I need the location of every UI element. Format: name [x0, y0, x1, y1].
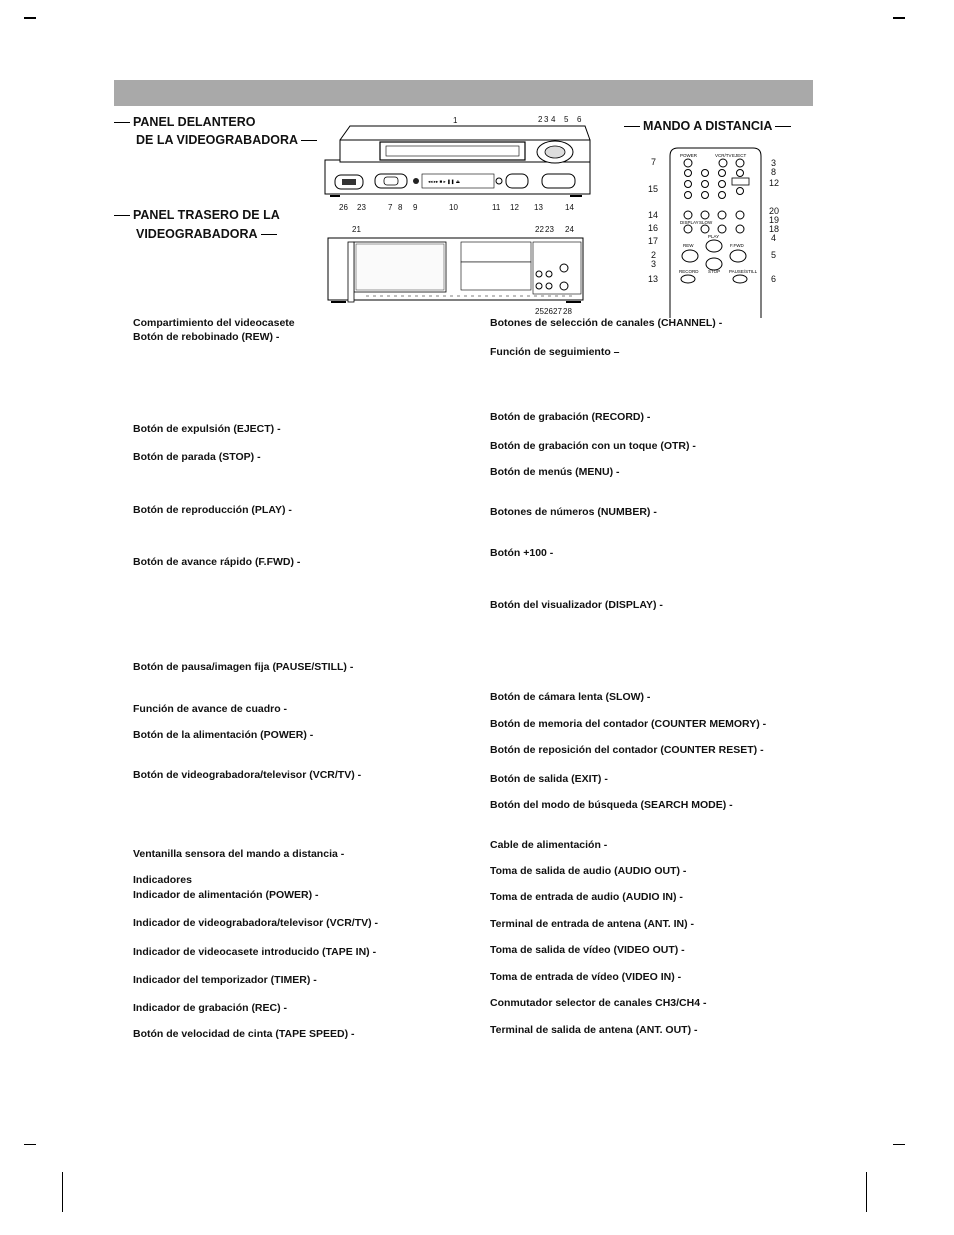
left-label: Indicador de videocasete introducido (TAPE IN) - — [133, 946, 377, 958]
right-label: Toma de entrada de vídeo (VIDEO IN) - — [490, 971, 682, 983]
remote-callout-r20: 20 — [769, 206, 780, 216]
remote-callout-r6: 6 — [771, 274, 777, 284]
rear-heading-line2: VIDEOGRABADORA — [136, 227, 258, 241]
remote-callout-r12: 12 — [769, 178, 780, 188]
left-label: Indicadores — [133, 874, 192, 886]
right-label: Botones de números (NUMBER) - — [490, 506, 657, 518]
rear-callout-25: 25 — [535, 307, 544, 316]
remote-record-label: RECORD — [679, 269, 699, 274]
rear-callout-23: 23 — [545, 225, 554, 234]
callout-6: 6 — [577, 115, 582, 124]
right-label: Botón del modo de búsqueda (SEARCH MODE) - — [490, 799, 733, 811]
callout-3: 3 — [544, 115, 549, 124]
remote-pause-label: PAUSE/STILL — [729, 269, 758, 274]
right-label: Toma de salida de audio (AUDIO OUT) - — [490, 865, 687, 877]
crop-mark-top-left — [24, 17, 36, 19]
right-label: Botón de memoria del contador (COUNTER MEMORY) - — [490, 718, 767, 730]
callout-4: 4 — [551, 115, 556, 124]
callout-8: 8 — [398, 203, 403, 212]
left-label: Indicador del temporizador (TIMER) - — [133, 974, 317, 986]
left-label: Botón de rebobinado (REW) - — [133, 331, 280, 343]
remote-ffwd-label: F.FWD — [730, 243, 744, 248]
rear-callout-28: 28 — [563, 307, 572, 316]
remote-callout-7: 7 — [651, 157, 657, 167]
callout-14: 14 — [565, 203, 574, 212]
margin-line-right — [866, 1172, 867, 1212]
left-label: Botón de videograbadora/televisor (VCR/TV) - — [133, 769, 362, 781]
rear-callout-21: 21 — [352, 225, 361, 234]
remote-callout-r3: 3 — [771, 158, 777, 168]
remote-slow-label: SLOW — [699, 220, 713, 225]
section-header-bar — [114, 80, 813, 106]
rear-callout-22: 22 — [535, 225, 544, 234]
right-label: Toma de salida de vídeo (VIDEO OUT) - — [490, 944, 685, 956]
right-label: Botón del visualizador (DISPLAY) - — [490, 599, 663, 611]
remote-eject-label: EJECT — [732, 153, 747, 158]
remote-display-label: DISPLAY — [680, 220, 699, 225]
right-label: Botón de grabación (RECORD) - — [490, 411, 651, 423]
remote-callout-r4: 4 — [771, 233, 777, 243]
margin-line-left — [62, 1172, 63, 1212]
rear-heading-line1: PANEL TRASERO DE LA — [133, 208, 280, 222]
right-label: Botón de menús (MENU) - — [490, 466, 620, 478]
left-label: Botón de velocidad de cinta (TAPE SPEED) - — [133, 1028, 355, 1040]
right-label: Botón de grabación con un toque (OTR) - — [490, 440, 696, 452]
right-label: Conmutador selector de canales CH3/CH4 - — [490, 997, 707, 1009]
crop-mark-bottom-left — [24, 1144, 36, 1145]
right-label: Botón de cámara lenta (SLOW) - — [490, 691, 651, 703]
vcr-rear-panel-illustration — [326, 236, 586, 306]
remote-play-label: PLAY — [708, 234, 720, 239]
remote-callout-r5: 5 — [771, 250, 777, 260]
remote-callout-r8: 8 — [771, 167, 777, 177]
callout-23: 23 — [357, 203, 366, 212]
right-label: Terminal de entrada de antena (ANT. IN) - — [490, 918, 695, 930]
right-label: Botón de salida (EXIT) - — [490, 773, 608, 785]
callout-10: 10 — [449, 203, 458, 212]
left-label: Botón de la alimentación (POWER) - — [133, 729, 314, 741]
callout-11: 11 — [492, 203, 501, 212]
callout-1: 1 — [453, 116, 458, 125]
right-label: Botón de reposición del contador (COUNTER RESET) - — [490, 744, 764, 756]
remote-rew-label: REW — [683, 243, 694, 248]
front-panel-heading — [114, 115, 255, 129]
left-label: Botón de avance rápido (F.FWD) - — [133, 556, 301, 568]
crop-mark-bottom-right — [893, 1144, 905, 1145]
right-label: Botón +100 - — [490, 547, 554, 559]
left-label: Indicador de videograbadora/televisor (VCR/TV) - — [133, 917, 379, 929]
remote-callout-17: 17 — [648, 236, 659, 246]
remote-callout-2: 2 — [651, 250, 657, 260]
left-label: Botón de parada (STOP) - — [133, 451, 261, 463]
left-label: Función de avance de cuadro - — [133, 703, 288, 715]
remote-callout-r18: 18 — [769, 224, 780, 234]
remote-heading-text: MANDO A DISTANCIA — [643, 119, 773, 133]
right-label: Toma de entrada de audio (AUDIO IN) - — [490, 891, 683, 903]
remote-heading — [624, 119, 794, 133]
rear-panel-heading-2 — [136, 227, 280, 241]
front-heading-line1: PANEL DELANTERO — [133, 115, 256, 129]
callout-2: 2 — [538, 115, 543, 124]
remote-stop-label: STOP — [708, 269, 721, 274]
callout-7: 7 — [388, 203, 393, 212]
callout-26: 26 — [339, 203, 348, 212]
rear-panel-heading — [114, 208, 280, 222]
left-label: Botón de pausa/imagen fija (PAUSE/STILL) - — [133, 661, 354, 673]
front-heading-line2: DE LA VIDEOGRABADORA — [136, 133, 299, 147]
right-label: Función de seguimiento – — [490, 346, 620, 358]
right-label: Botones de selección de canales (CHANNEL) - — [490, 317, 723, 329]
vcr-front-panel-illustration — [320, 120, 590, 200]
right-label: Terminal de salida de antena (ANT. OUT) - — [490, 1024, 698, 1036]
callout-13: 13 — [534, 203, 543, 212]
rear-callout-27: 27 — [553, 307, 562, 316]
remote-callout-13: 13 — [648, 274, 659, 284]
right-label: Cable de alimentación - — [490, 839, 608, 851]
remote-power-label: POWER — [680, 153, 698, 158]
left-label: Indicador de alimentación (POWER) - — [133, 889, 319, 901]
left-label: Compartimiento del videocasete — [133, 317, 295, 329]
remote-callout-16: 16 — [648, 223, 659, 233]
callout-5: 5 — [564, 115, 569, 124]
rear-callout-26: 26 — [544, 307, 553, 316]
left-label: Indicador de grabación (REC) - — [133, 1002, 288, 1014]
rear-callout-24: 24 — [565, 225, 574, 234]
remote-vcrtv-label: VCR/TV — [715, 153, 732, 158]
remote-control-illustration — [668, 146, 763, 318]
left-label: Botón de reproducción (PLAY) - — [133, 504, 292, 516]
callout-12: 12 — [510, 203, 519, 212]
remote-callout-14: 14 — [648, 210, 659, 220]
front-panel-heading-2 — [136, 133, 320, 147]
svg-text:◂◂ ▸▸ ■ ▸ ❚❚ ⏏: ◂◂ ▸▸ ■ ▸ ❚❚ ⏏ — [428, 179, 461, 184]
remote-callout-3: 3 — [651, 259, 657, 269]
left-label: Botón de expulsión (EJECT) - — [133, 423, 281, 435]
remote-callout-r19: 19 — [769, 215, 780, 225]
remote-callout-15: 15 — [648, 184, 659, 194]
crop-mark-top-right — [893, 17, 905, 19]
left-label: Ventanilla sensora del mando a distancia - — [133, 848, 345, 860]
callout-9: 9 — [413, 203, 418, 212]
